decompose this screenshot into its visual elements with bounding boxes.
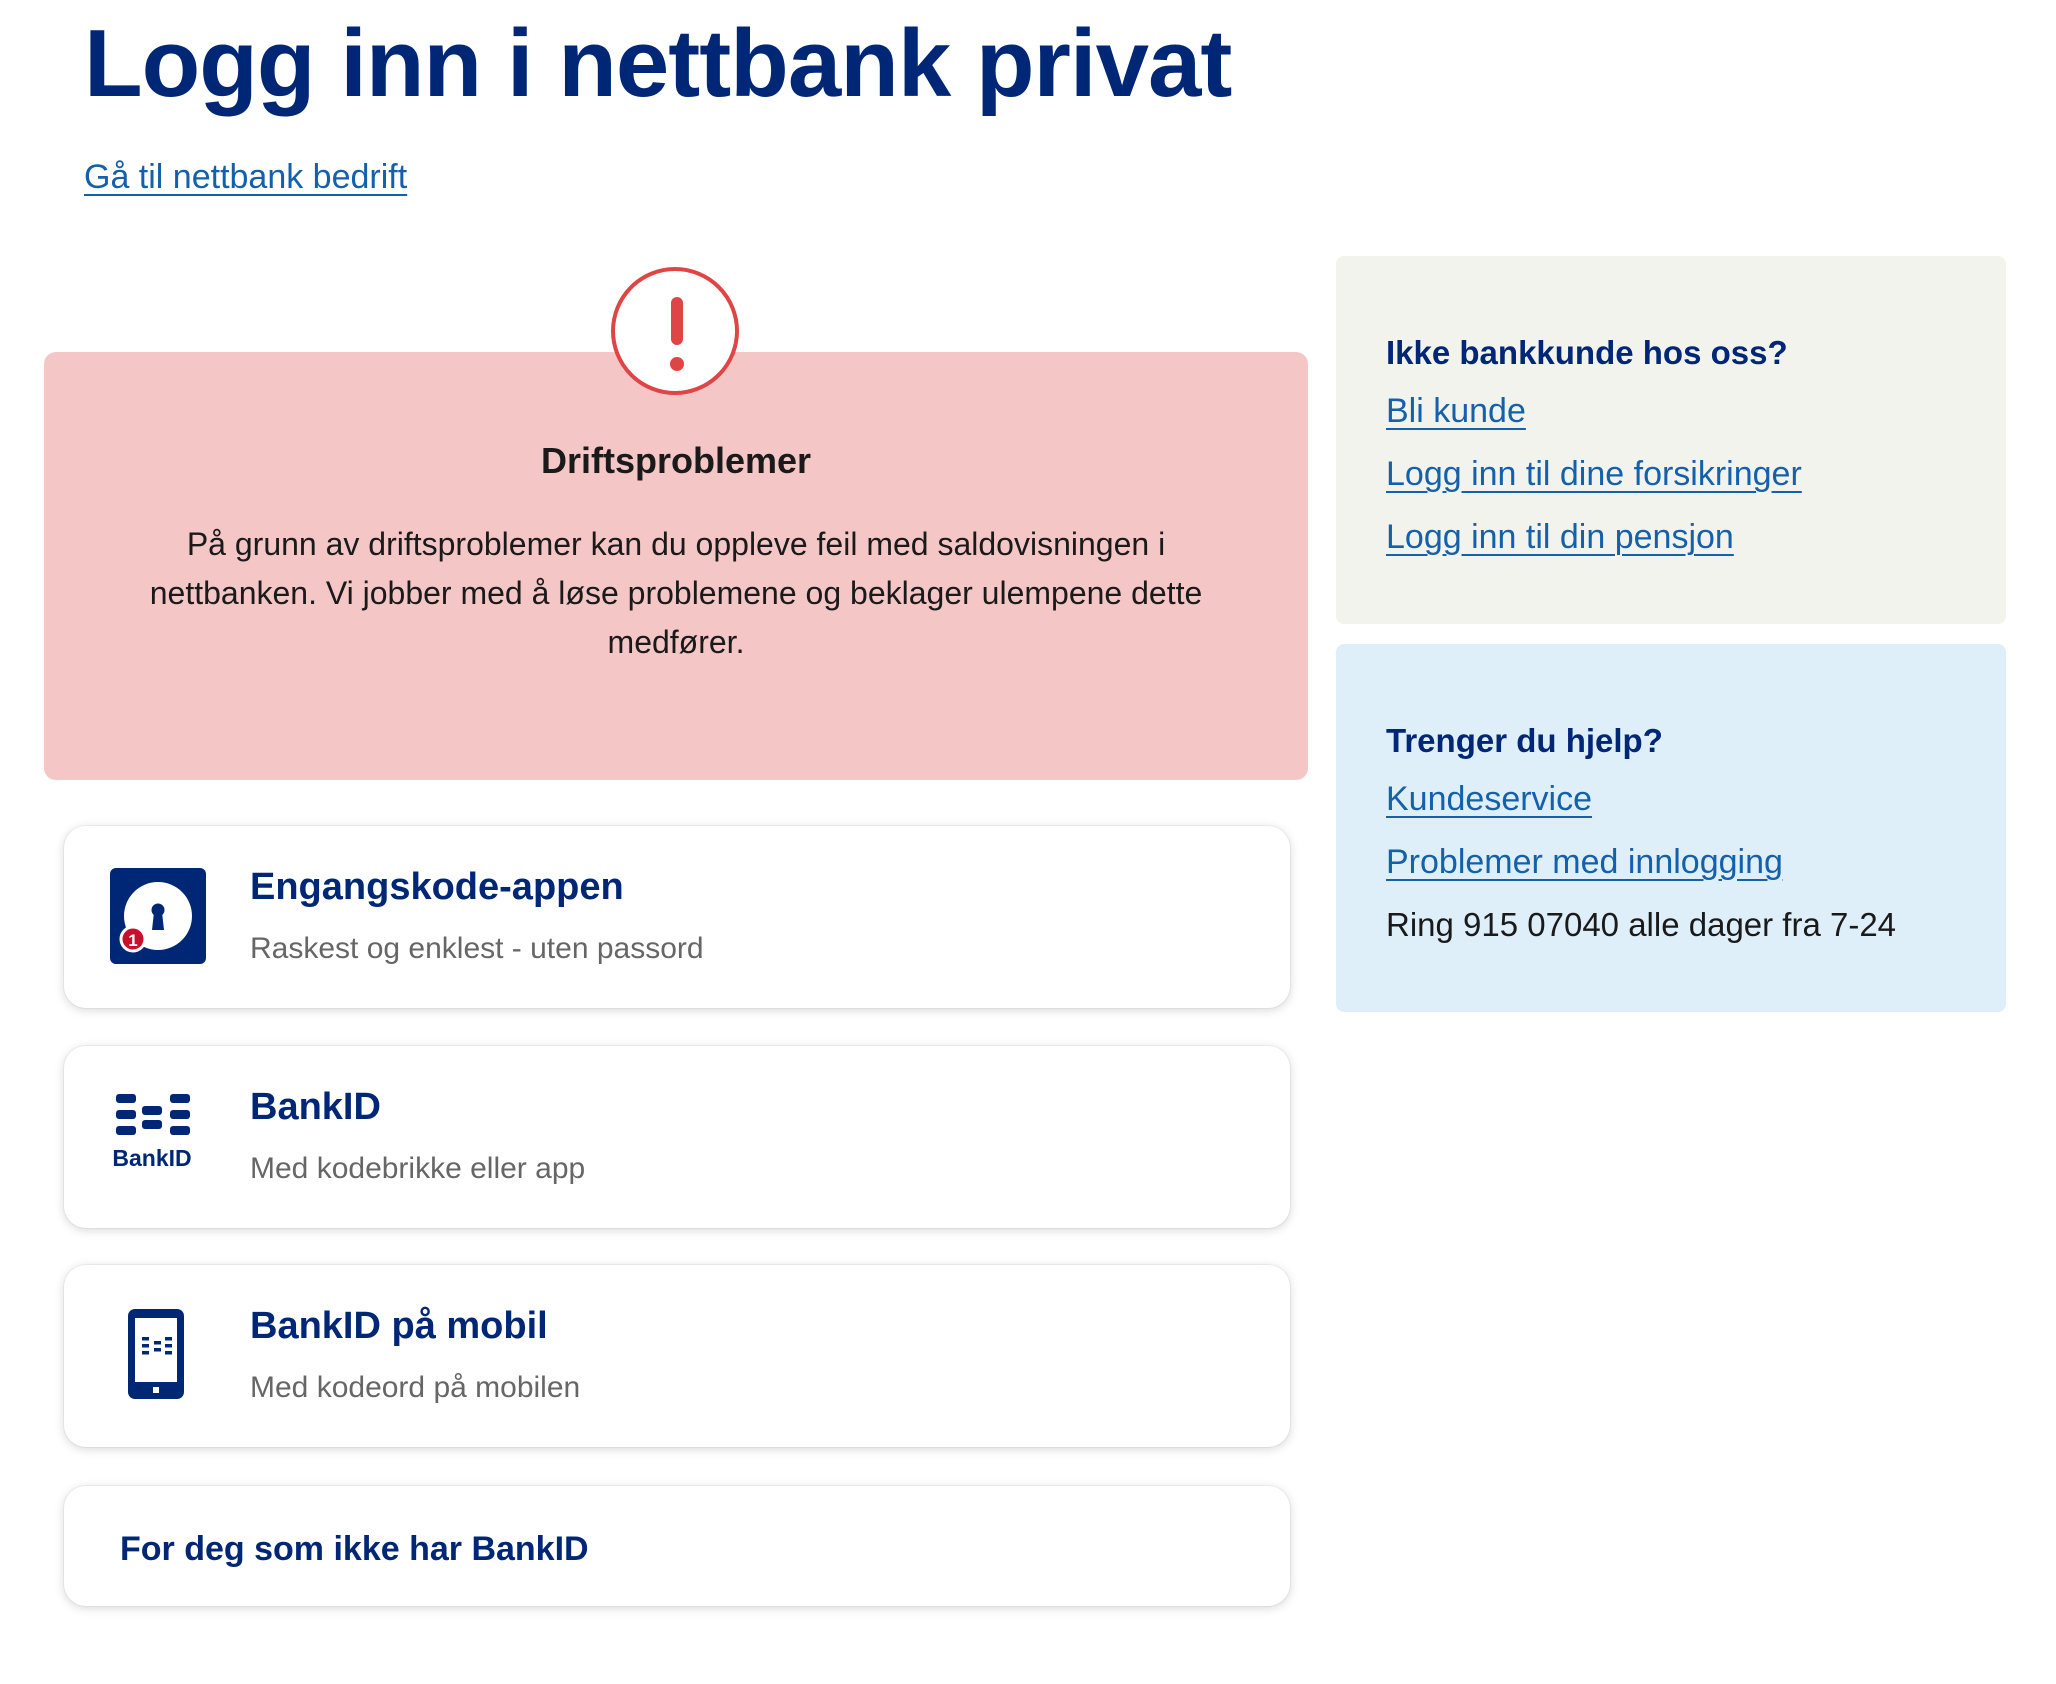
become-customer-link[interactable]: Bli kunde <box>1386 392 1526 430</box>
login-option-subtitle: Raskest og enklest - uten passord <box>250 932 704 965</box>
help-panel <box>1336 644 2006 1012</box>
login-option-subtitle: Med kodebrikke eller app <box>250 1152 586 1185</box>
login-option-bankid[interactable] <box>64 1046 1290 1228</box>
not-customer-panel <box>1336 256 2006 624</box>
help-heading: Trenger du hjelp? <box>1386 722 1663 759</box>
alert-message: På grunn av driftsproblemer kan du oppleve feil med saldovisningen i nettbanken. Vi jobber med å løse problemene og beklager ulempene dette medfører. <box>149 526 1203 660</box>
login-option-subtitle: Med kodeord på mobilen <box>250 1371 581 1404</box>
alert-title: Driftsproblemer <box>540 440 812 481</box>
pension-login-link[interactable]: Logg inn til din pensjon <box>1386 518 1734 556</box>
login-option-no-bankid[interactable] <box>64 1486 1290 1606</box>
login-option-engangskode[interactable] <box>64 826 1290 1008</box>
not-customer-heading: Ikke bankkunde hos oss? <box>1386 334 1788 371</box>
mobile-phone-icon <box>108 1305 208 1405</box>
login-option-title: For deg som ikke har BankID <box>120 1530 589 1568</box>
operational-alert <box>44 352 1308 780</box>
login-option-title: BankID på mobil <box>250 1305 548 1347</box>
login-option-title: BankID <box>250 1086 381 1128</box>
customer-service-link[interactable]: Kundeservice <box>1386 780 1593 818</box>
exclamation-icon <box>611 267 739 395</box>
page-title: Logg inn i nettbank privat <box>84 10 1232 117</box>
login-option-bankid-mobile[interactable] <box>64 1265 1290 1447</box>
keyhole-app-icon <box>108 866 208 966</box>
business-banking-link[interactable]: Gå til nettbank bedrift <box>84 158 408 196</box>
app-badge: 1 <box>128 931 138 950</box>
login-option-title: Engangskode-appen <box>250 866 624 908</box>
login-problems-link[interactable]: Problemer med innlogging <box>1386 843 1783 881</box>
phone-info: Ring 915 07040 alle dager fra 7-24 <box>1386 906 1897 943</box>
insurance-login-link[interactable]: Logg inn til dine forsikringer <box>1386 455 1802 493</box>
bankid-logo-text: BankID <box>112 1145 192 1171</box>
bankid-logo-icon <box>108 1086 208 1186</box>
